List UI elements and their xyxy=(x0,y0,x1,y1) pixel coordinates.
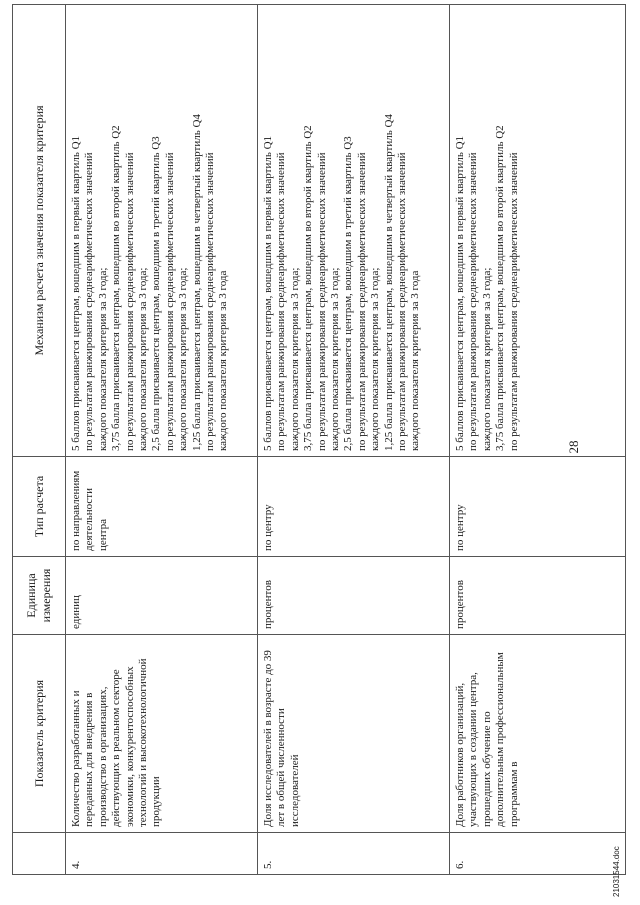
mechanism-line: каждого показателя критерия за 3 года; xyxy=(480,267,493,451)
mechanism-line: по результатам ранжирования среднеарифметических значений xyxy=(315,152,328,451)
mechanism-line: 1,25 балла присваивается центрам, вошедшим в четвертый квартиль Q4 xyxy=(382,114,395,451)
mechanism-line: по результатам ранжирования среднеарифметических значений xyxy=(275,152,288,451)
mechanism-line: 5 баллов присваивается центрам, вошедшим в первый квартиль Q1 xyxy=(262,135,274,451)
mechanism-line: по результатам ранжирования среднеарифметических значений xyxy=(507,152,520,451)
table-header-row xyxy=(13,5,66,875)
header-criterion: Показатель критерия xyxy=(13,635,66,833)
criteria-table xyxy=(12,4,626,875)
page-number: 28 xyxy=(566,440,581,454)
document-file-code: 21031544.doc xyxy=(612,846,621,897)
row-calc-type: по направлениям деятельности центра xyxy=(66,457,258,557)
mechanism-line: по результатам ранжирования среднеарифметических значений xyxy=(396,152,409,451)
mechanism-line: по результатам ранжирования среднеарифметических значений xyxy=(355,152,368,451)
mechanism-line: каждого показателя критерия за 3 года xyxy=(217,270,230,451)
mechanism-line: 3,75 балла присваивается центрам, вошедшим во второй квартиль Q2 xyxy=(302,125,315,451)
table-row xyxy=(66,5,258,875)
mechanism-line: каждого показателя критерия за 3 года; xyxy=(96,267,109,451)
row-mechanism xyxy=(258,5,450,457)
mechanism-line: 5 баллов присваивается центрам, вошедшим в первый квартиль Q1 xyxy=(454,135,466,451)
mechanism-line: 2,5 балла присваивается центрам, вошедшим в третий квартиль Q3 xyxy=(150,136,163,451)
row-criterion: Доля исследователей в возрасте до 39 лет в общей численности исследователей xyxy=(258,635,450,833)
mechanism-line: 5 баллов присваивается центрам, вошедшим в первый квартиль Q1 xyxy=(70,135,82,451)
header-number xyxy=(13,833,66,875)
row-number: 5. xyxy=(258,833,450,875)
mechanism-line: каждого показателя критерия за 3 года; xyxy=(288,267,301,451)
mechanism-line: по результатам ранжирования среднеарифметических значений xyxy=(467,152,480,451)
row-mechanism xyxy=(450,5,626,457)
row-number: 4. xyxy=(66,833,258,875)
header-calc-type: Тип расчета xyxy=(13,457,66,557)
mechanism-line: каждого показателя критерия за 3 года; xyxy=(177,267,190,451)
row-calc-type: по центру xyxy=(258,457,450,557)
mechanism-line: каждого показателя критерия за 3 года; xyxy=(137,267,150,451)
mechanism-line: по результатам ранжирования среднеарифметических значений xyxy=(83,152,96,451)
table-row xyxy=(258,5,450,875)
mechanism-line: каждого показателя критерия за 3 года xyxy=(409,270,422,451)
header-mechanism: Механизм расчета значения показателя критерия xyxy=(13,5,66,457)
mechanism-line: 3,75 балла присваивается центрам, вошедшим во второй квартиль Q2 xyxy=(494,125,507,451)
mechanism-line: по результатам ранжирования среднеарифметических значений xyxy=(123,152,136,451)
row-number: 6. xyxy=(450,833,626,875)
row-calc-type: по центру xyxy=(450,457,626,557)
row-mechanism xyxy=(66,5,258,457)
row-criterion: Доля работников организаций, участвующих в создании центра, прошедших обучение по дополнительным профессиональным программам в xyxy=(450,635,626,833)
row-unit: единиц xyxy=(66,557,258,635)
header-unit: Единица измерения xyxy=(13,557,66,635)
mechanism-line: по результатам ранжирования среднеарифметических значений xyxy=(204,152,217,451)
row-unit: процентов xyxy=(258,557,450,635)
mechanism-line: по результатам ранжирования среднеарифметических значений xyxy=(163,152,176,451)
mechanism-line: 3,75 балла присваивается центрам, вошедшим во второй квартиль Q2 xyxy=(110,125,123,451)
table-row xyxy=(450,5,626,875)
mechanism-line: 1,25 балла присваивается центрам, вошедшим в четвертый квартиль Q4 xyxy=(190,114,203,451)
mechanism-line: 2,5 балла присваивается центрам, вошедшим в третий квартиль Q3 xyxy=(342,136,355,451)
mechanism-line: каждого показателя критерия за 3 года; xyxy=(369,267,382,451)
mechanism-line: каждого показателя критерия за 3 года; xyxy=(329,267,342,451)
row-criterion: Количество разработанных и переданных для внедрения в производство в организациях, действующих в реальном секторе экономики, конкурентоспособных технологий и высокотехнологичной продукции xyxy=(66,635,258,833)
row-unit: процентов xyxy=(450,557,626,635)
